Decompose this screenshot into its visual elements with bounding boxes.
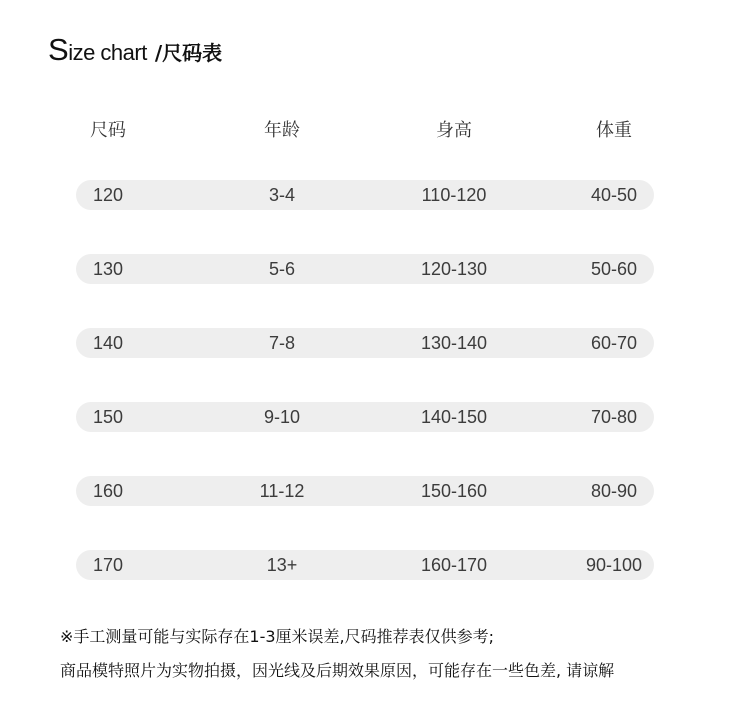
- header-weight: 体重: [596, 120, 632, 141]
- cell-height: 130-140: [420, 333, 488, 353]
- cell-age: 9-10: [263, 407, 301, 427]
- notes: [60, 620, 740, 688]
- table-row: [76, 180, 654, 210]
- table-row: [76, 328, 654, 358]
- cell-weight: 80-90: [590, 481, 638, 501]
- table-row: [76, 402, 654, 432]
- cell-weight: 90-100: [585, 555, 643, 575]
- page-title: [48, 32, 222, 72]
- cell-weight: 50-60: [590, 259, 638, 279]
- title-english: Size chart: [48, 32, 147, 67]
- cell-height: 120-130: [420, 259, 488, 279]
- table-row: [76, 476, 654, 506]
- cell-size: 170: [92, 555, 124, 575]
- cell-height: 110-120: [421, 185, 487, 205]
- cell-age: 5-6: [268, 259, 296, 279]
- cell-size: 140: [92, 333, 124, 353]
- cell-height: 160-170: [420, 555, 488, 575]
- cell-size: 150: [92, 407, 124, 427]
- cell-size: 160: [92, 481, 124, 501]
- table-row: [76, 550, 654, 580]
- cell-height: 140-150: [420, 407, 488, 427]
- cell-height: 150-160: [420, 481, 488, 501]
- title-chinese: /尺码表: [154, 41, 223, 65]
- table-header: [76, 116, 654, 146]
- note-photo: 商品模特照片为实物拍摄，因光线及后期效果原因，可能存在一些色差, 请谅解: [60, 661, 615, 680]
- cell-age: 3-4: [268, 185, 296, 205]
- cell-age: 13+: [266, 555, 298, 575]
- table-row: [76, 254, 654, 284]
- header-height: 身高: [436, 120, 472, 141]
- size-table: [76, 180, 654, 580]
- note-measurement: ※手工测量可能与实际存在1-3厘米误差,尺码推荐表仅供参考;: [60, 627, 495, 646]
- cell-age: 7-8: [268, 333, 296, 353]
- cell-size: 130: [92, 259, 124, 279]
- header-size: 尺码: [90, 120, 126, 141]
- cell-weight: 70-80: [590, 407, 638, 427]
- header-age: 年龄: [264, 120, 300, 141]
- cell-size: 120: [92, 185, 124, 205]
- cell-age: 11-12: [259, 481, 305, 501]
- cell-weight: 60-70: [590, 333, 638, 353]
- cell-weight: 40-50: [590, 185, 638, 205]
